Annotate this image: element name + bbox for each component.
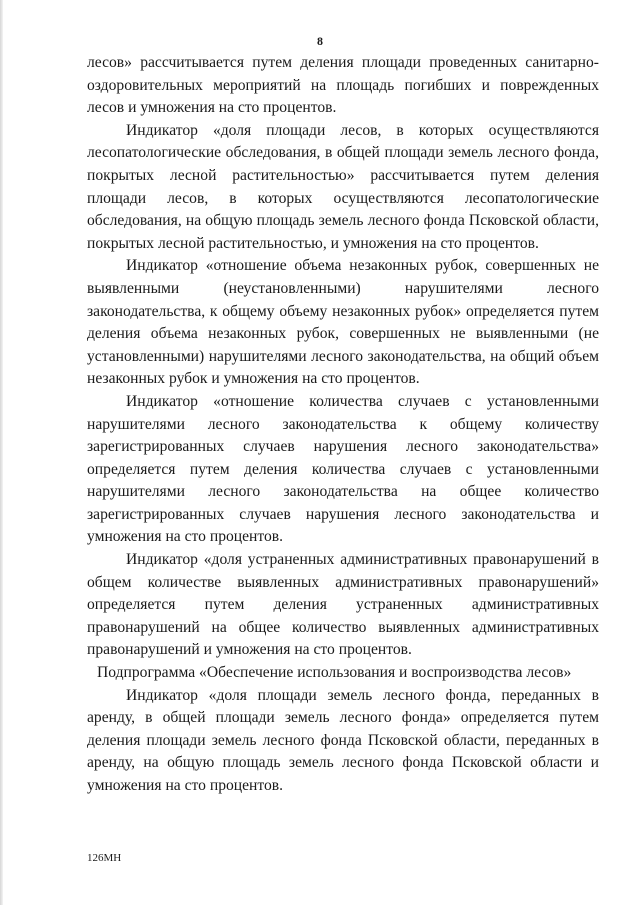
paragraph-continuation: лесов» рассчитывается путем деления площади проведенных санитарно-оздоровительных мероприятий на площадь погибших и поврежденных лесов и умножения на сто процентов. <box>87 54 599 117</box>
paragraph-indicator-administrative-offenses: Индикатор «доля устраненных административных правонарушений в общем количестве выявленных административных правонарушений» определяется путем деления устраненных административных правонарушений на общее количество выявленных административных правонарушений и умножения на сто процентов. <box>87 551 599 659</box>
paragraph-indicator-violations-ratio: Индикатор «отношение количества случаев с установленными нарушителями лесного законодательства к общему количеству зарегистрированных случаев нарушения лесного законодательства» определяется путем деления количества случаев с установленными нарушителями лесного законодательства на общее количество зарегистрированных случаев нарушения лесного законодательства и умножения на сто процентов. <box>87 392 599 546</box>
subprogram-heading: Подпрограмма «Обеспечение использования и воспроизводства лесов» <box>97 664 572 682</box>
paragraph-indicator-leased-land: Индикатор «доля площади земель лесного фонда, переданных в аренду, в общей площади земель лесного фонда» определяется путем деления площади земель лесного фонда Псковской области, переданных в аренду, на общую площадь земель лесного фонда Псковской области и умножения на сто процентов. <box>87 686 599 794</box>
paragraph-indicator-forest-inspection: Индикатор «доля площади лесов, в которых осуществляются лесопатологические обследования, в общей площади земель лесного фонда, покрытых лесной растительностью» рассчитывается путем деления площади лесов, в которых осуществляются лесопатологические обследования, на общую площадь земель лесного фонда Псковской области, покрытых лесной растительностью, и умножения на сто процентов. <box>87 121 599 252</box>
paragraph-indicator-illegal-logging: Индикатор «отношение объема незаконных рубок, совершенных не выявленными (неустановленными) нарушителями лесного законодательства, к общему объему незаконных рубок» определяется путем деления объема незаконных рубок, совершенных не выявленными (не установленными) нарушителями лесного законодательства, на общий объем незаконных рубок и умножения на сто процентов. <box>87 257 599 388</box>
scan-edge <box>0 0 3 905</box>
document-body <box>87 52 599 798</box>
footer-code: 126МН <box>87 852 122 864</box>
page-number: 8 <box>317 34 323 48</box>
